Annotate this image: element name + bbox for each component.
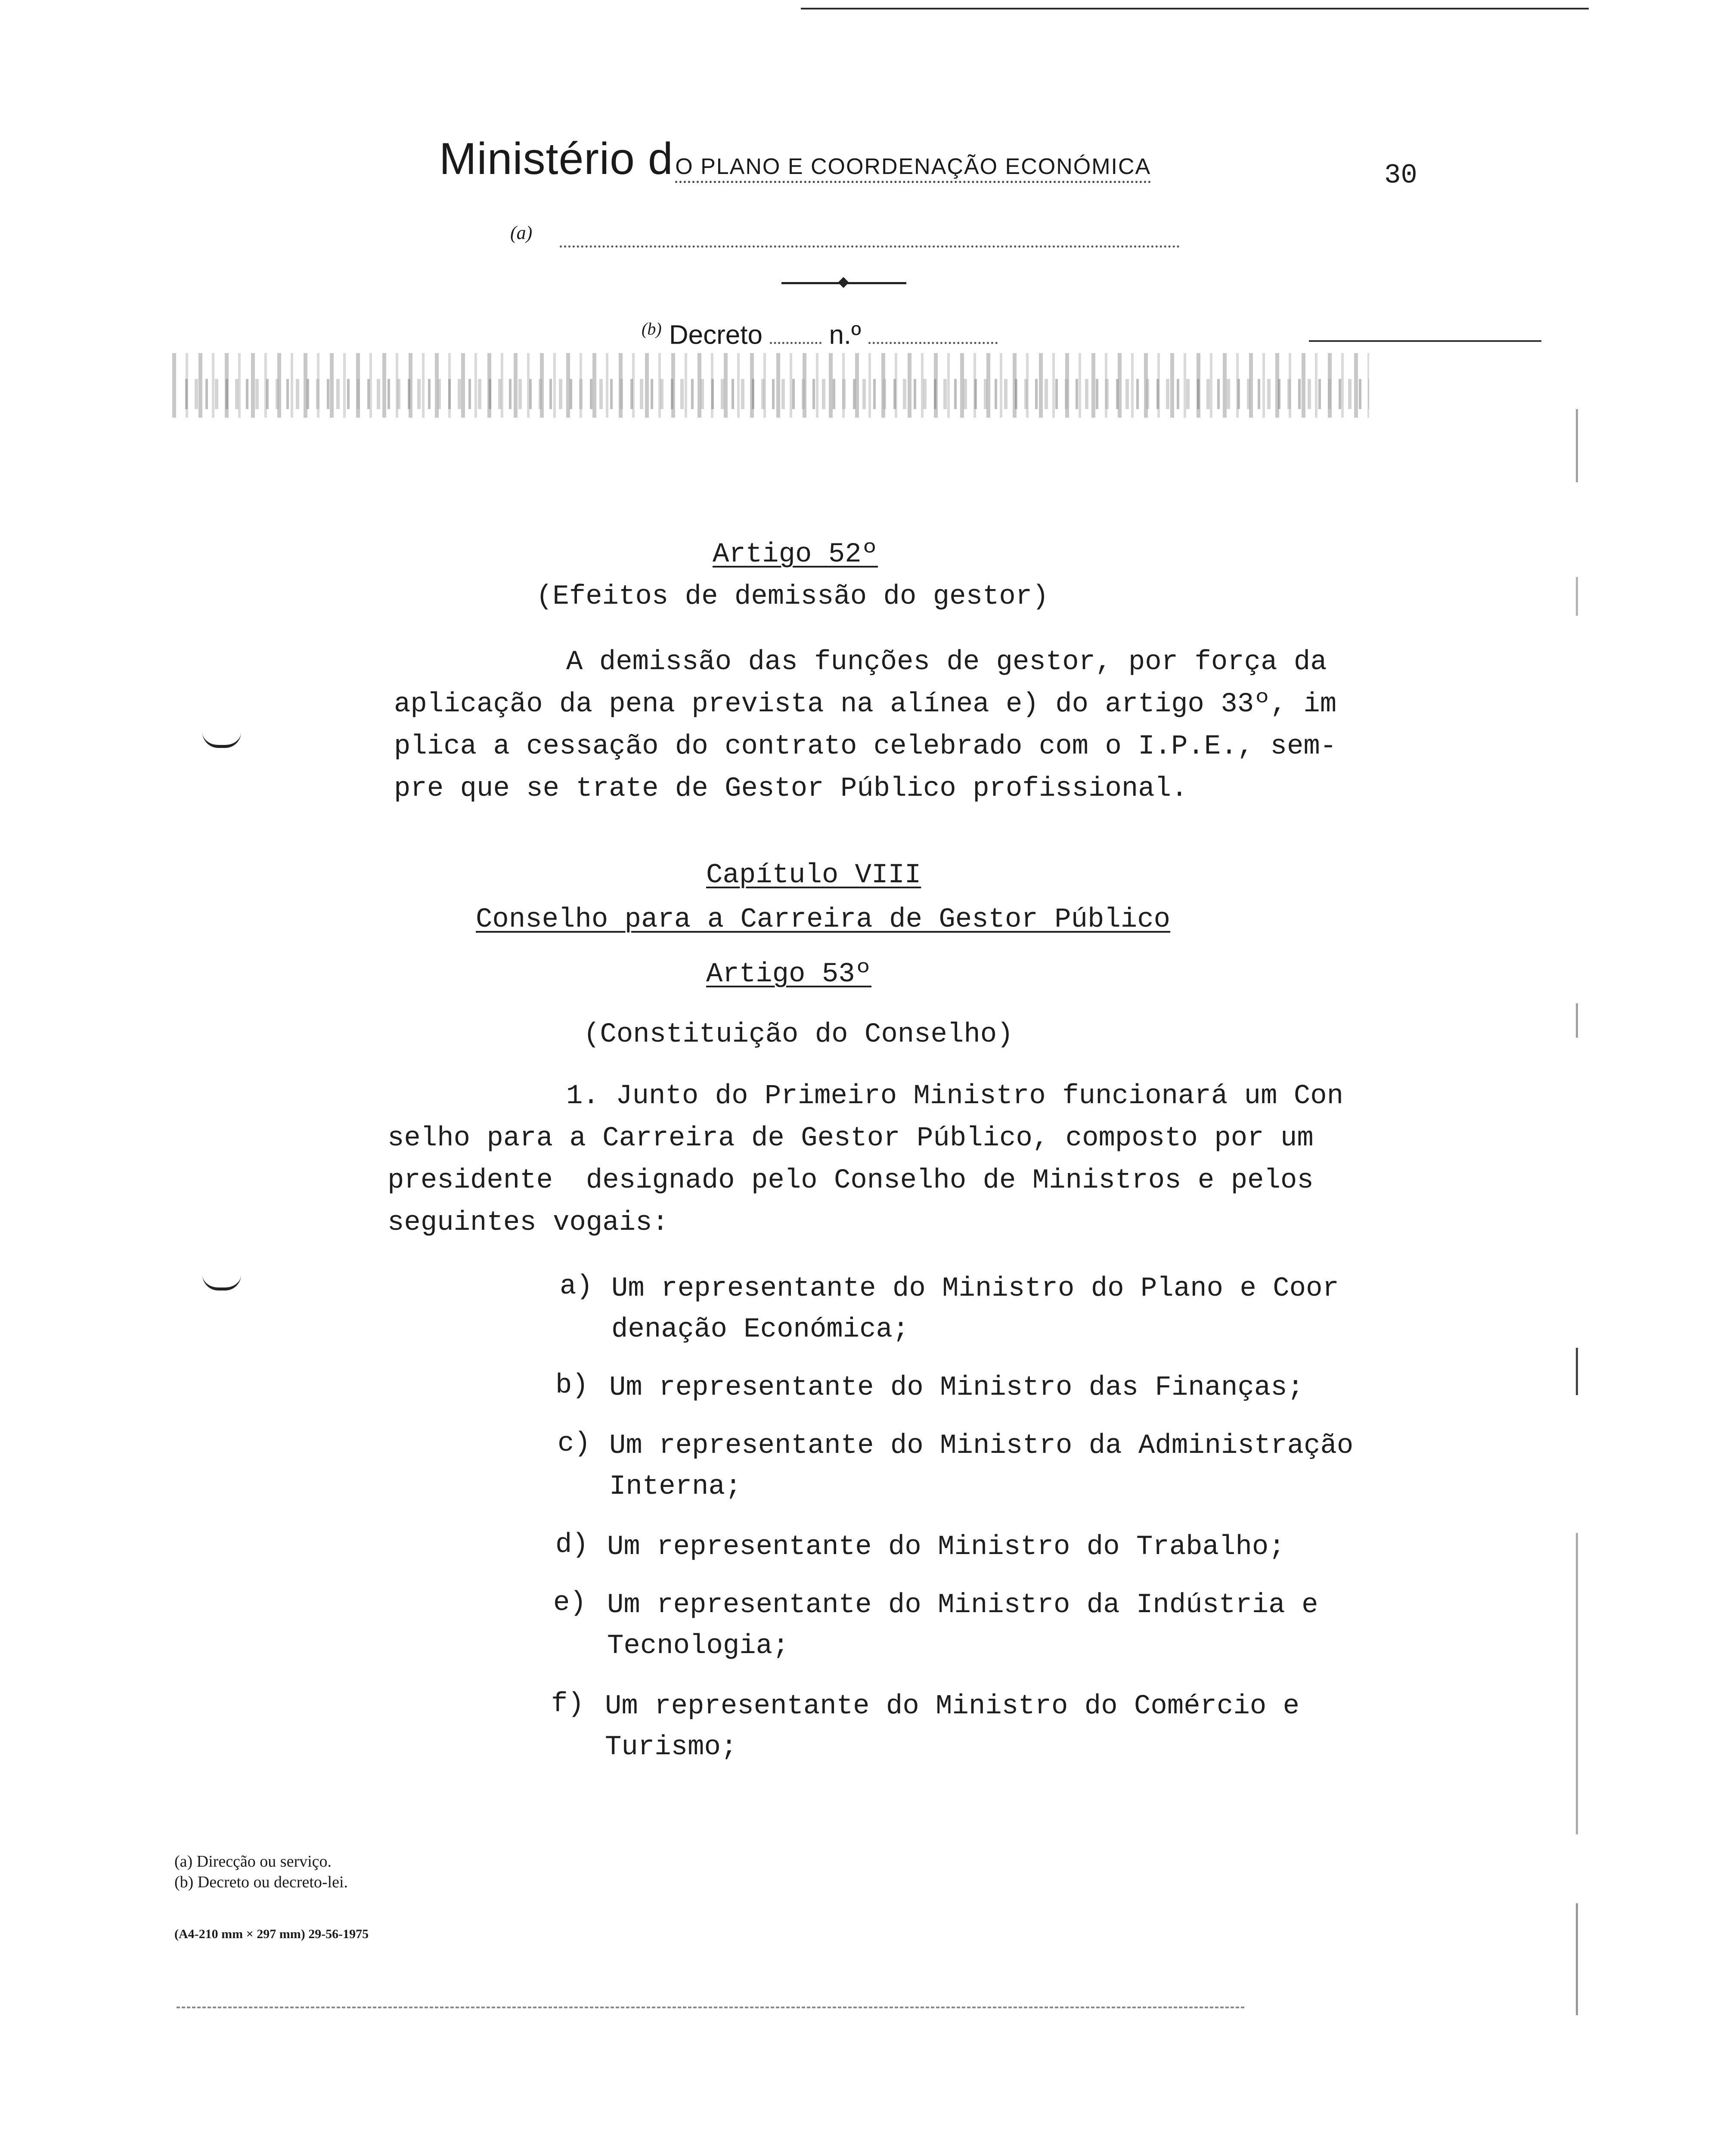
ministry-word: Ministério d — [439, 134, 673, 184]
item-text: Um representante do Ministro do Comércio e — [605, 1691, 1300, 1722]
decree-fill-2 — [868, 338, 998, 344]
article-53-line: selho para a Carreira de Gestor Público, composto por um — [388, 1123, 1314, 1154]
article-52-title: Artigo 52º — [713, 539, 878, 570]
page-number: 30 — [1384, 160, 1417, 191]
bottom-dashed-line — [177, 2007, 1244, 2008]
article-53-subtitle: (Constituição do Conselho) — [583, 1019, 1014, 1050]
scan-edge-mark — [1576, 409, 1578, 482]
ministry-name: O PLANO E COORDENAÇÃO ECONÓMICA — [675, 154, 1151, 183]
item-letter: b) — [555, 1370, 589, 1401]
item-text: Um representante do Ministro das Finanças; — [609, 1372, 1304, 1403]
scan-edge-mark — [1576, 1348, 1578, 1395]
scan-noise-2 — [185, 379, 1369, 409]
article-52-line: aplicação da pena prevista na alínea e) do artigo 33º, im — [394, 689, 1337, 720]
article-53-title: Artigo 53º — [706, 959, 872, 990]
scan-edge-mark — [1576, 1903, 1578, 2015]
margin-mark — [202, 732, 241, 748]
top-edge-rule — [801, 8, 1589, 9]
decree-line — [642, 319, 998, 351]
item-letter: f) — [551, 1689, 584, 1720]
article-53-line: seguintes vogais: — [388, 1207, 669, 1238]
item-text: Um representante do Ministro do Plano e Coor — [611, 1273, 1339, 1304]
footnote-b: (b) Decreto ou decreto-lei. — [174, 1873, 348, 1891]
item-letter: c) — [558, 1428, 591, 1459]
article-53-line: 1. Junto do Primeiro Ministro funcionará um Con — [566, 1081, 1344, 1112]
scan-edge-mark — [1576, 577, 1578, 616]
item-letter: a) — [560, 1271, 593, 1302]
scan-edge-mark — [1576, 1003, 1578, 1038]
item-text: Turismo; — [605, 1732, 738, 1763]
chapter-subtitle: Conselho para a Carreira de Gestor Público — [476, 904, 1171, 935]
item-text: denação Económica; — [611, 1314, 909, 1345]
scan-edge-mark — [1576, 1533, 1578, 1834]
item-text: Um representante do Ministro do Trabalho; — [607, 1532, 1285, 1563]
item-letter: e) — [553, 1588, 586, 1619]
item-text: Tecnologia; — [607, 1631, 789, 1662]
service-label: (a) — [510, 222, 533, 243]
article-52-line: A demissão das funções de gestor, por força da — [566, 647, 1327, 678]
side-rule — [1309, 340, 1541, 342]
decree-number-label: n.º — [829, 320, 861, 350]
form-reference: (A4-210 mm × 297 mm) 29-56-1975 — [174, 1927, 369, 1941]
article-52-subtitle: (Efeitos de demissão do gestor) — [536, 581, 1049, 612]
decree-label: Decreto — [669, 320, 763, 350]
chapter-title: Capítulo VIII — [706, 860, 921, 891]
item-text: Um representante do Ministro da Indústria e — [607, 1590, 1318, 1621]
item-text: Um representante do Ministro da Administração — [609, 1430, 1354, 1461]
item-text: Interna; — [609, 1471, 742, 1502]
service-fill-line — [560, 245, 1180, 248]
ministry-heading — [439, 133, 1151, 185]
divider-diamond-icon — [838, 277, 849, 288]
decree-marker: (b) — [642, 319, 662, 338]
article-52-line: pre que se trate de Gestor Público profissional. — [394, 773, 1188, 804]
footnote-a: (a) Direcção ou serviço. — [174, 1852, 332, 1871]
margin-mark — [202, 1275, 241, 1291]
item-letter: d) — [555, 1529, 589, 1560]
decree-fill-1 — [770, 338, 822, 344]
article-52-line: plica a cessação do contrato celebrado com o I.P.E., sem- — [394, 731, 1337, 762]
article-53-line: presidente designado pelo Conselho de Ministros e pelos — [388, 1165, 1314, 1196]
